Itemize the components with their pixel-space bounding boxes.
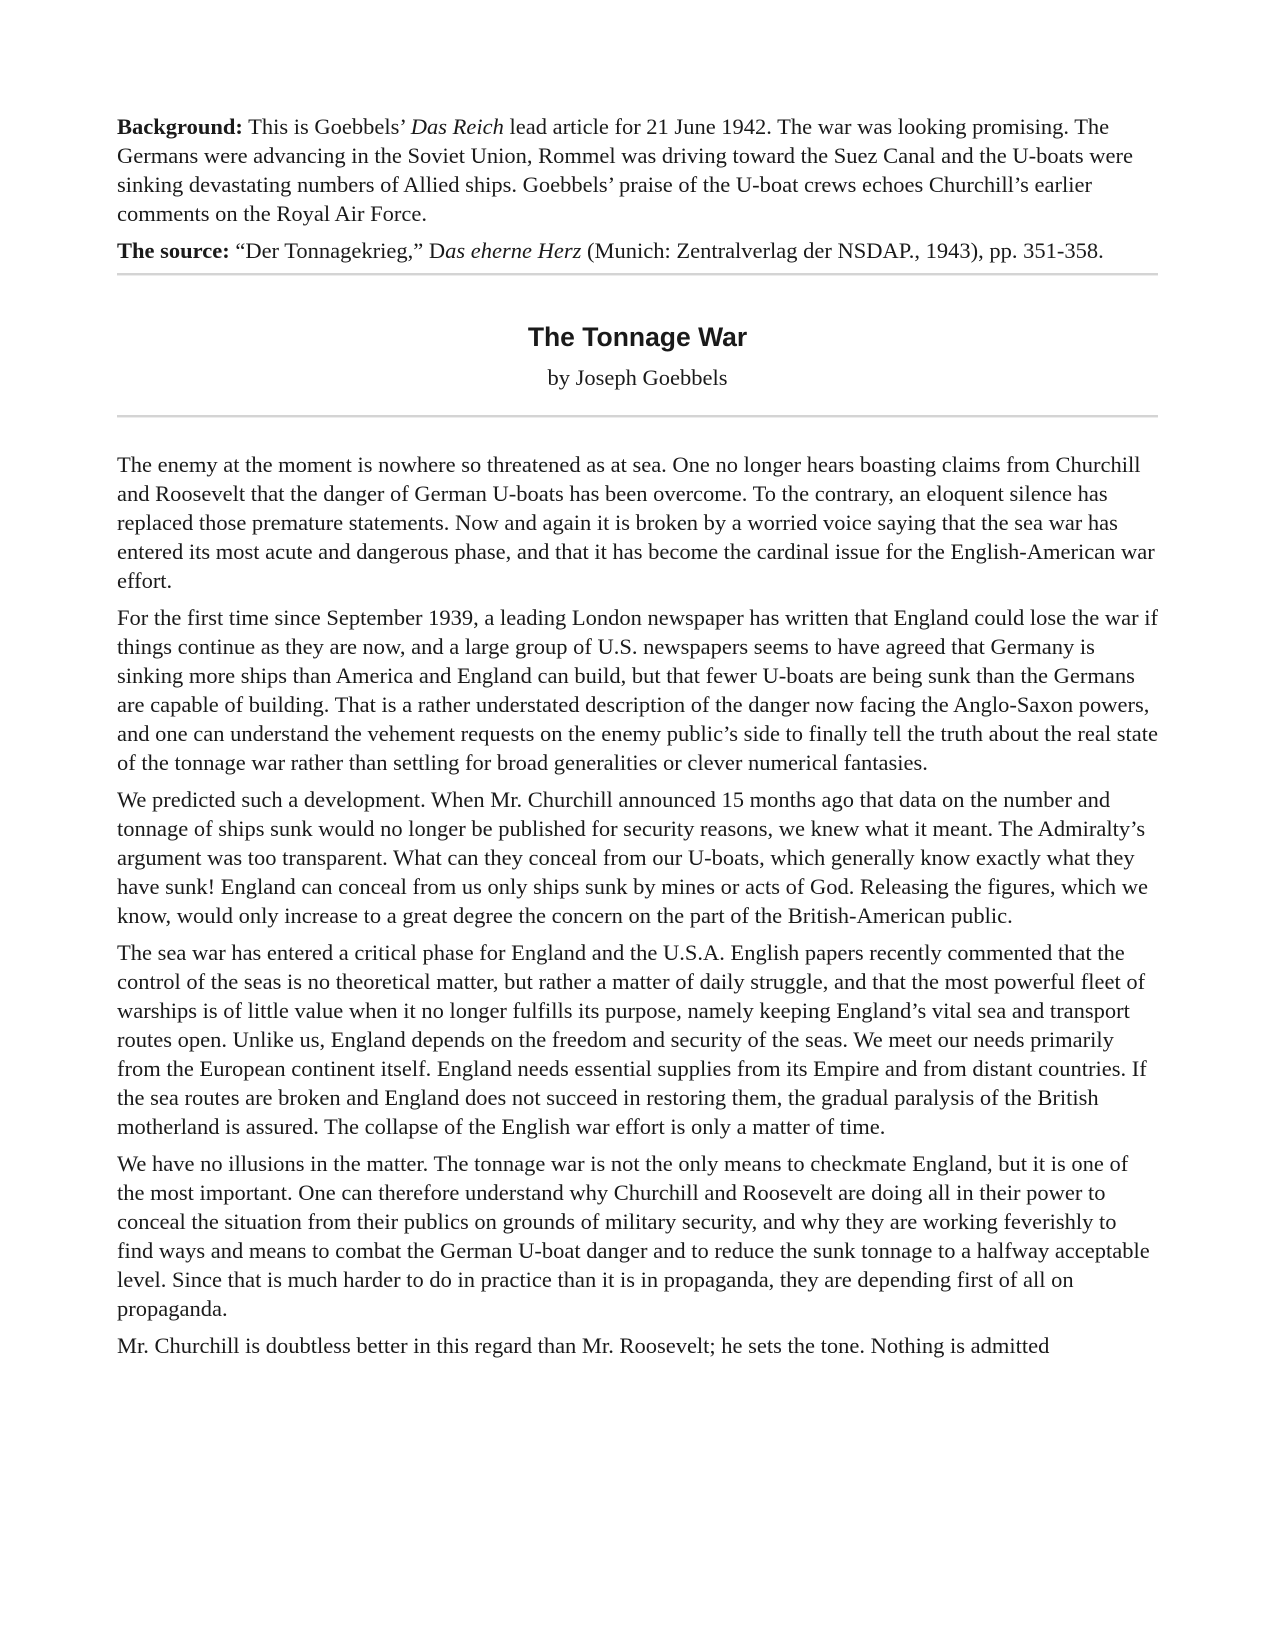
source-text-2: (Munich: Zentralverlag der NSDAP., 1943), pp. 351-358. xyxy=(581,238,1104,263)
background-text-2: lead article for 21 June 1942. The war was looking promising. The Germans were advancing in the Soviet Union, Rommel was driving toward the Suez Canal and the U-boats were sinking devastating numbers of Allied ships. Goebbels’ praise of the U-boat crews echoes Churchill’s earlier comments on the Royal Air Force. xyxy=(117,114,1133,226)
document-page xyxy=(117,112,1158,1368)
article-byline: by Joseph Goebbels xyxy=(547,365,728,390)
body-paragraph: Mr. Churchill is doubtless better in this regard than Mr. Roosevelt; he sets the tone. Nothing is admitted xyxy=(117,1333,1050,1358)
source-label: The source: xyxy=(117,238,230,263)
body-paragraph: The enemy at the moment is nowhere so threatened as at sea. One no longer hears boasting claims from Churchill and Roosevelt that the danger of German U-boats has been overcome. To the contrary, an eloquent silence has replaced those premature statements. Now and again it is broken by a worried voice saying that the sea war has entered its most acute and dangerous phase, and that it has become the cardinal issue for the English-American war effort. xyxy=(117,452,1155,593)
source-paragraph xyxy=(117,236,1158,265)
divider-bottom xyxy=(117,415,1158,418)
article-title: The Tonnage War xyxy=(527,322,748,352)
background-paragraph xyxy=(117,112,1158,228)
article-body xyxy=(117,450,1158,1360)
body-paragraph: We have no illusions in the matter. The tonnage war is not the only means to checkmate England, but it is one of the most important. One can therefore understand why Churchill and Roosevelt are doing all in their power to conceal the situation from their publics on grounds of military security, and why they are working feverishly to find ways and means to combat the German U-boat danger and to reduce the sunk tonnage to a halfway acceptable level. Since that is much harder to do in practice than it is in propaganda, they are depending first of all on propaganda. xyxy=(117,1151,1150,1321)
background-text-1: This is Goebbels’ xyxy=(242,114,411,139)
background-label: Background: xyxy=(117,114,243,139)
intro-section xyxy=(117,112,1158,265)
body-paragraph: For the first time since September 1939, a leading London newspaper has written that England could lose the war if things continue as they are now, and a large group of U.S. newspapers seems to have agreed that Germany is sinking more ships than America and England can build, but that fewer U-boats are being sunk than the Germans are capable of building. That is a rather understated description of the danger now facing the Anglo-Saxon powers, and one can understand the vehement requests on the enemy public’s side to finally tell the truth about the real state of the tonnage war rather than settling for broad generalities or clever numerical fantasies. xyxy=(117,605,1158,775)
title-block xyxy=(117,276,1158,415)
background-italic-title: Das Reich xyxy=(410,114,504,139)
body-paragraph: The sea war has entered a critical phase for England and the U.S.A. English papers recently commented that the control of the seas is no theoretical matter, but rather a matter of daily struggle, and that the most powerful fleet of warships is of little value when it no longer fulfills its purpose, namely keeping England’s vital sea and transport routes open. Unlike us, England depends on the freedom and security of the seas. We meet our needs primarily from the European continent itself. England needs essential supplies from its Empire and from distant countries. If the sea routes are broken and England does not succeed in restoring them, the gradual paralysis of the British motherland is assured. The collapse of the English war effort is only a matter of time. xyxy=(117,940,1147,1139)
body-paragraph: We predicted such a development. When Mr. Churchill announced 15 months ago that data on the number and tonnage of ships sunk would no longer be published for security reasons, we knew what it meant. The Admiralty’s argument was too transparent. What can they conceal from our U-boats, which generally know exactly what they have sunk! England can conceal from us only ships sunk by mines or acts of God. Releasing the figures, which we know, would only increase to a great degree the concern on the part of the British-American public. xyxy=(117,787,1149,928)
source-italic-title: as eherne Herz xyxy=(445,238,582,263)
source-text-1: “Der Tonnagekrieg,” D xyxy=(229,238,446,263)
